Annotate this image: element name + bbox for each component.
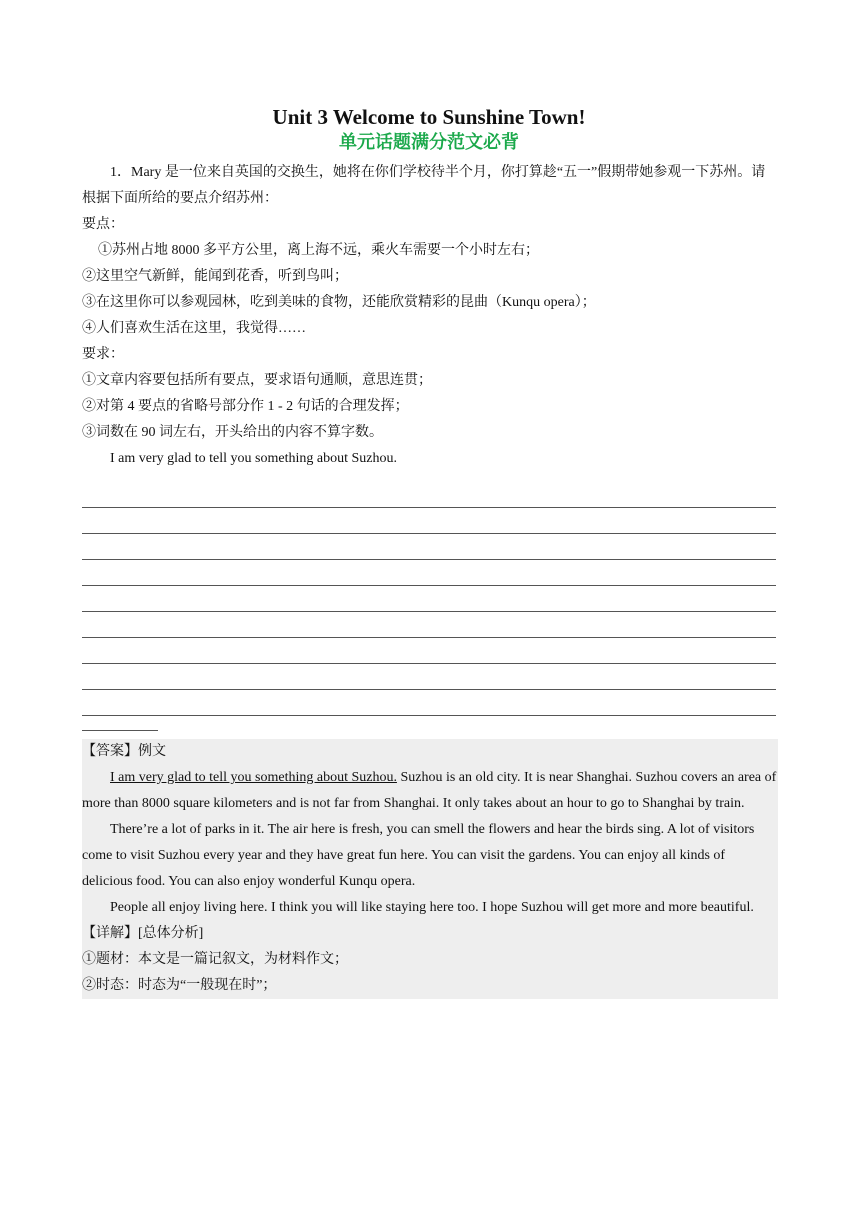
opening-sentence: I am very glad to tell you something about Suzhou. — [110, 451, 397, 466]
writing-line — [82, 612, 776, 638]
writing-line — [82, 508, 776, 534]
requirements-label: 要求： — [82, 347, 124, 362]
requirement-item: ②对第 4 要点的省略号部分作 1 - 2 句话的合理发挥； — [82, 399, 409, 414]
points-label: 要点： — [82, 217, 124, 232]
detail-label: 【详解】[总体分析] — [82, 926, 204, 941]
point-item: ④人们喜欢生活在这里，我觉得…… — [82, 321, 306, 336]
point-item: ②这里空气新鲜，能闻到花香，听到鸟叫； — [82, 269, 348, 284]
document-page — [82, 104, 776, 999]
answer-paragraph — [82, 765, 778, 817]
writing-line — [82, 586, 776, 612]
writing-line-end — [82, 716, 158, 731]
point-item: ③在这里你可以参观园林，吃到美味的食物，还能欣赏精彩的昆曲（Kunqu opera）； — [82, 295, 596, 310]
writing-line — [82, 690, 776, 716]
answer-paragraph-text: Suzhou is an old city. It is near Shanghai. Suzhou covers an area of more than 8000 square kilometers and is not far from Shanghai. It only takes about an hour to go to Shanghai by train. — [82, 770, 777, 811]
detail-item: ②时态：时态为“一般现在时”； — [82, 978, 277, 993]
question-prompt: 1．Mary 是一位来自英国的交换生，她将在你们学校待半个月，你打算趁“五一”假期带她参观一下苏州。请根据下面所给的要点介绍苏州： — [82, 165, 766, 206]
writing-line — [82, 482, 776, 508]
page-subtitle: 单元话题满分范文必背 — [339, 132, 519, 152]
answer-opening-underlined: I am very glad to tell you something about Suzhou. — [110, 770, 397, 785]
answer-paragraph: People all enjoy living here. I think you will like staying here too. I hope Suzhou will get more and more beautiful. — [110, 900, 754, 915]
writing-lines — [82, 482, 776, 731]
answer-paragraph: There’re a lot of parks in it. The air here is fresh, you can smell the flowers and hear the birds sing. A lot of visitors come to visit Suzhou every year and they have great fun here. You can visit the gardens. You can enjoy all kinds of delicious food. You can also enjoy wonderful Kunqu opera. — [82, 822, 755, 889]
writing-line — [82, 638, 776, 664]
writing-line — [82, 560, 776, 586]
answer-section — [82, 739, 778, 999]
writing-line — [82, 664, 776, 690]
page-title: Unit 3 Welcome to Sunshine Town! — [272, 105, 586, 129]
detail-item: ①题材：本文是一篇记叙文，为材料作文； — [82, 952, 348, 967]
answer-label: 【答案】例文 — [82, 744, 166, 759]
requirement-item: ③词数在 90 词左右，开头给出的内容不算字数。 — [82, 425, 383, 440]
point-item: ①苏州占地 8000 多平方公里，离上海不远，乘火车需要一个小时左右； — [98, 243, 539, 258]
writing-line — [82, 534, 776, 560]
requirement-item: ①文章内容要包括所有要点，要求语句通顺，意思连贯； — [82, 373, 432, 388]
